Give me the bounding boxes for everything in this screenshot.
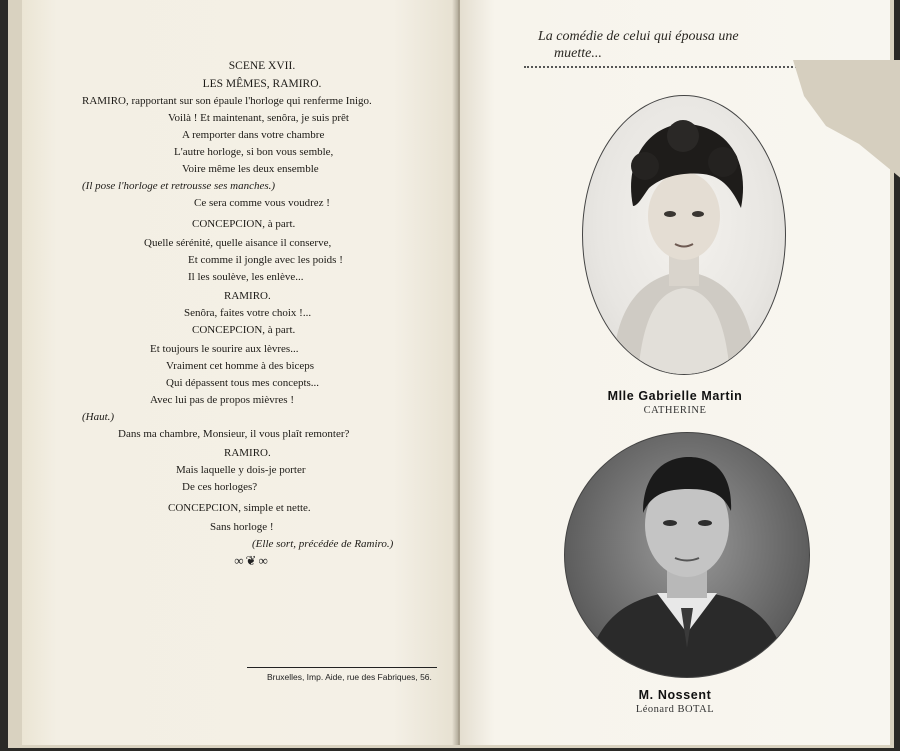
scene-title: SCENE XVII.: [228, 60, 296, 72]
speaker-line: RAMIRO.: [224, 290, 271, 302]
script-line: Qui dépassent tous mes concepts...: [166, 377, 320, 389]
script-line: De ces horloges?: [182, 481, 258, 493]
script-line: RAMIRO, rapportant sur son épaule l'horloge qui renferme Inigo.: [82, 95, 372, 107]
speaker-line: RAMIRO.: [224, 447, 271, 459]
actor-role: CATHERINE: [643, 405, 707, 416]
man-portrait-image: [565, 433, 809, 677]
script-line: L'autre horloge, si bon vous semble,: [174, 146, 334, 158]
scene-characters: LES MÊMES, RAMIRO.: [202, 78, 322, 90]
script-line: Vraiment cet homme à des biceps: [166, 360, 315, 372]
script-line: Voilà ! Et maintenant, senôra, je suis prêt: [168, 112, 349, 124]
left-page: [22, 0, 458, 745]
script-line: Mais laquelle y dois-je porter: [176, 464, 306, 476]
speaker-line: CONCEPCION, à part.: [192, 324, 296, 336]
woman-portrait-image: [583, 96, 785, 374]
script-line: Et comme il jongle avec les poids !: [188, 254, 343, 266]
printer-imprint: Bruxelles, Imp. Aide, rue des Fabriques, 56.: [267, 672, 432, 682]
imprint-rule: [247, 667, 437, 668]
script-line: A remporter dans votre chambre: [182, 129, 325, 141]
open-book: [8, 0, 894, 748]
script-line: Sans horloge !: [210, 521, 274, 533]
script-line: Ce sera comme vous voudrez !: [194, 197, 330, 209]
stage-direction: (Elle sort, précédée de Ramiro.): [252, 538, 394, 550]
script-line: Dans ma chambre, Monsieur, il vous plaît remonter?: [118, 428, 350, 440]
play-title: [538, 28, 838, 62]
speaker-line: CONCEPCION, simple et nette.: [168, 502, 311, 514]
actor-name: Mlle Gabrielle Martin: [607, 389, 743, 403]
stage-direction: (Haut.): [82, 411, 115, 423]
portrait-photo-gabrielle-martin: [582, 95, 786, 375]
script-line: Avec lui pas de propos mièvres !: [150, 394, 294, 406]
script-line: Voire même les deux ensemble: [182, 163, 319, 175]
script-line: Quelle sérénité, quelle aisance il conserve,: [144, 237, 332, 249]
actor-name: M. Nossent: [638, 688, 712, 702]
ornament-flourish: ∞❦∞: [234, 553, 270, 568]
script-line: Et toujours le sourire aux lèvres...: [150, 343, 299, 355]
play-title-line-2: muette...: [554, 46, 602, 61]
actor-role: Léonard BOTAL: [635, 704, 715, 715]
stage-direction: (Il pose l'horloge et retrousse ses manches.): [82, 180, 276, 192]
play-script: [82, 58, 442, 553]
script-line: Senôra, faites votre choix !...: [184, 307, 312, 319]
play-title-line-1: La comédie de celui qui épousa une: [538, 29, 739, 44]
script-line: Il les soulève, les enlève...: [188, 271, 304, 283]
portrait-photo-nossent: [564, 432, 810, 678]
speaker-line: CONCEPCION, à part.: [192, 218, 296, 230]
